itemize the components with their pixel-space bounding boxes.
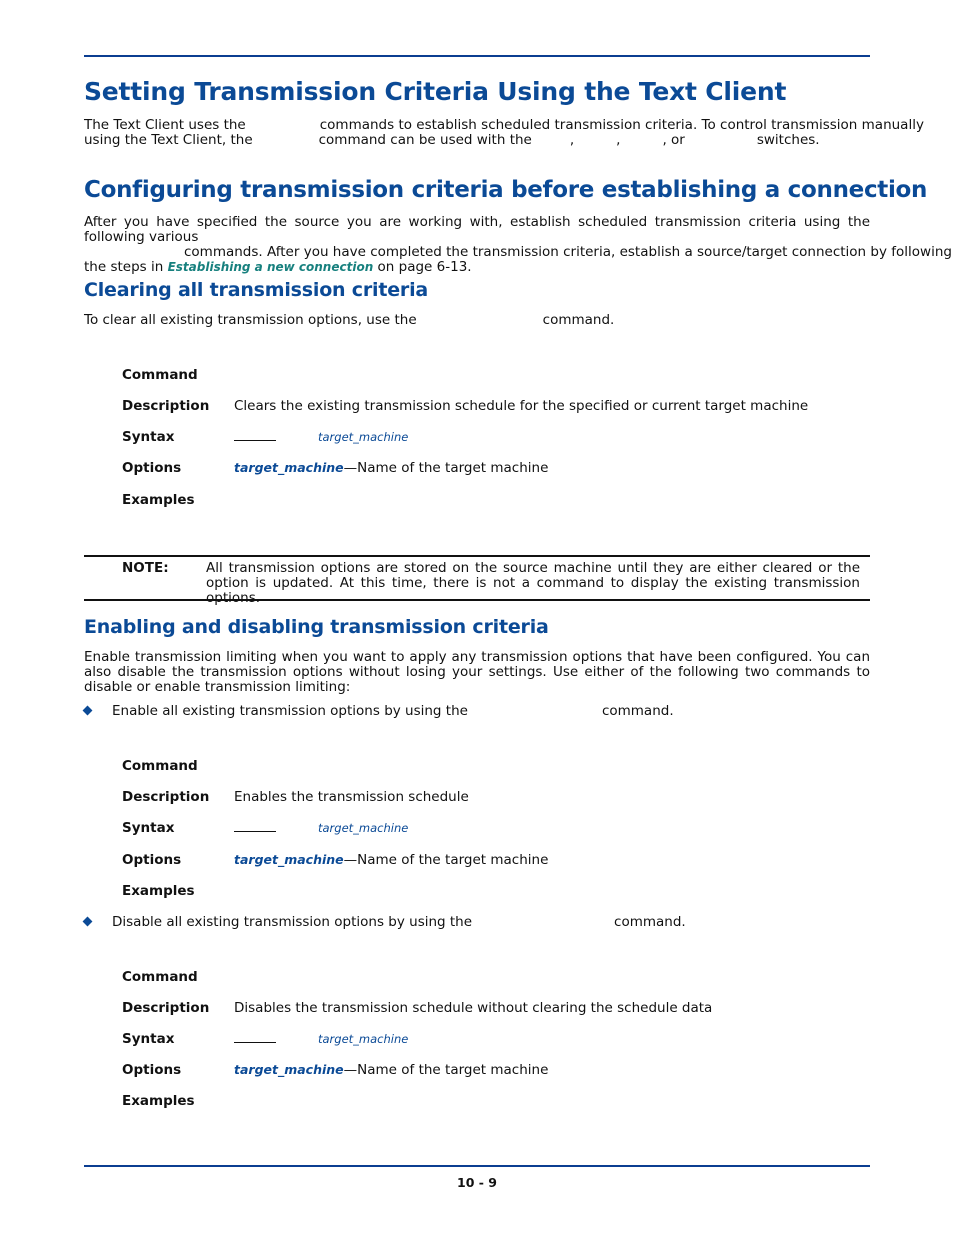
section-heading-enabling: Enabling and disabling transmission criteria	[84, 616, 549, 638]
config-line-3-pre: the steps in	[84, 259, 164, 276]
options-label: Options	[122, 1062, 182, 1078]
description-label: Description	[122, 398, 210, 414]
intro-text-8: switches.	[756, 132, 820, 149]
syntax-argument: target_machine	[318, 1032, 409, 1046]
intro-text-4: command can be used with the	[318, 132, 532, 149]
option-description: —Name of the target machine	[343, 1062, 549, 1078]
clear-paragraph	[84, 313, 870, 328]
note-text: All transmission options are stored on the source machine until they are either cleared or the option is updated. At this time, there is not a command to display the existing transmission options.	[206, 560, 860, 607]
page-title: Setting Transmission Criteria Using the Text Client	[84, 77, 787, 106]
top-rule	[84, 55, 870, 57]
bullet-disable-pre: Disable all existing transmission options by using the	[112, 914, 473, 930]
examples-label: Examples	[122, 883, 195, 899]
command-label: Command	[122, 367, 198, 383]
description-value: Disables the transmission schedule without clearing the schedule data	[234, 1000, 713, 1016]
enable-paragraph: Enable transmission limiting when you want to apply any transmission options that have been configured. You can also disable the transmission options without losing your settings. Use either of the following two commands to disable or enable transmission limiting:	[84, 649, 870, 696]
section-heading-configuring: Configuring transmission criteria before establishing a connection	[84, 177, 928, 203]
establishing-connection-link[interactable]: Establishing a new connection	[167, 260, 374, 275]
syntax-label: Syntax	[122, 429, 175, 445]
options-label: Options	[122, 460, 182, 476]
clear-text-post: command.	[542, 312, 615, 328]
examples-label: Examples	[122, 1093, 195, 1109]
option-name: target_machine	[234, 460, 344, 475]
config-line-2: commands. After you have completed the transmission criteria, establish a source/target connection by following	[184, 244, 952, 261]
option-name: target_machine	[234, 852, 344, 867]
bullet-enable-post: command.	[601, 703, 674, 719]
intro-text-5: ,	[569, 132, 575, 149]
bottom-rule	[84, 1165, 870, 1167]
intro-text-7: , or	[662, 132, 685, 149]
intro-text-3: using the Text Client, the	[84, 132, 253, 149]
options-label: Options	[122, 852, 182, 868]
config-line-1: After you have specified the source you are working with, establish scheduled transmission criteria using the following various	[84, 214, 870, 246]
intro-text-1: The Text Client uses the	[84, 117, 246, 133]
command-label: Command	[122, 758, 198, 774]
config-line-3-post: on page 6-13.	[377, 259, 472, 276]
intro-text-6: ,	[616, 132, 621, 149]
syntax-command-blank	[234, 1033, 276, 1043]
note-label: NOTE:	[122, 560, 169, 576]
command-label: Command	[122, 969, 198, 985]
examples-label: Examples	[122, 492, 195, 508]
syntax-command-blank	[234, 822, 276, 832]
description-label: Description	[122, 789, 210, 805]
diamond-bullet-icon	[83, 706, 93, 716]
syntax-argument: target_machine	[318, 430, 409, 444]
config-paragraph	[84, 214, 952, 276]
syntax-command-blank	[234, 431, 276, 441]
clear-text-pre: To clear all existing transmission options, use the	[84, 312, 417, 328]
option-description: —Name of the target machine	[343, 460, 549, 476]
intro-paragraph	[84, 117, 924, 149]
option-description: —Name of the target machine	[343, 852, 549, 868]
bullet-enable-pre: Enable all existing transmission options by using the	[112, 703, 468, 719]
syntax-argument: target_machine	[318, 821, 409, 835]
page-number: 10 - 9	[457, 1175, 497, 1190]
section-heading-clearing: Clearing all transmission criteria	[84, 279, 429, 301]
option-name: target_machine	[234, 1062, 344, 1077]
description-value: Clears the existing transmission schedule for the specified or current target machine	[234, 398, 809, 414]
diamond-bullet-icon	[83, 917, 93, 927]
description-value: Enables the transmission schedule	[234, 789, 469, 805]
syntax-label: Syntax	[122, 820, 175, 836]
syntax-label: Syntax	[122, 1031, 175, 1047]
intro-text-2: commands to establish scheduled transmission criteria. To control transmission manually	[319, 117, 924, 133]
description-label: Description	[122, 1000, 210, 1016]
bullet-disable-post: command.	[614, 914, 686, 930]
note-box	[84, 555, 870, 607]
